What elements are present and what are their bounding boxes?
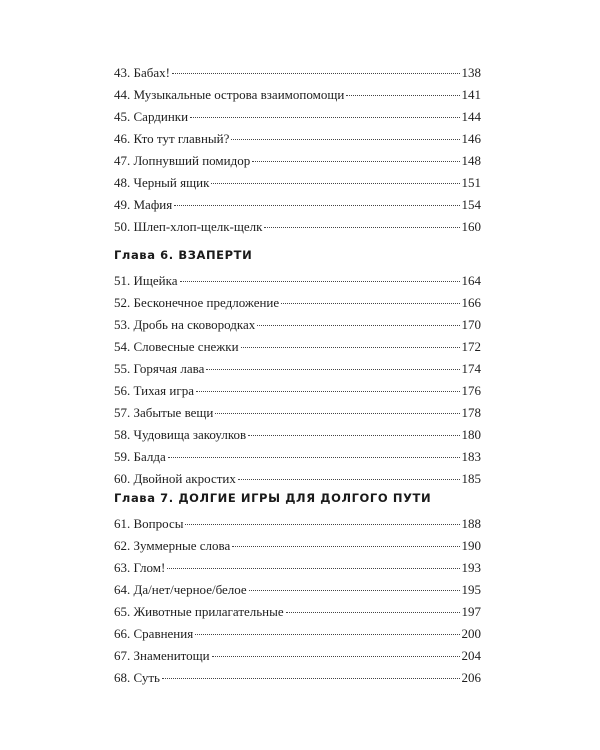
dot-leader bbox=[346, 94, 459, 96]
dot-leader bbox=[168, 456, 460, 458]
toc-entry bbox=[114, 645, 481, 667]
toc-entry-title: 62. Зуммерные слова bbox=[114, 538, 231, 553]
toc-entry-page-number: 138 bbox=[461, 65, 481, 80]
toc-entry-page-number: 160 bbox=[461, 219, 481, 234]
dot-leader bbox=[172, 72, 460, 74]
toc-entry-page-number: 188 bbox=[461, 516, 481, 531]
toc-entry-page-number: 185 bbox=[461, 471, 481, 486]
toc-entry-page-number: 204 bbox=[461, 648, 481, 663]
dot-leader bbox=[190, 116, 459, 118]
toc-entry-title: 53. Дробь на сковородках bbox=[114, 317, 256, 332]
toc-entry bbox=[114, 194, 481, 216]
toc-entry-page-number: 195 bbox=[461, 582, 481, 597]
toc-entry-page-number: 164 bbox=[461, 273, 481, 288]
toc-entry-title: 65. Животные прилагательные bbox=[114, 604, 284, 619]
dot-leader bbox=[252, 160, 459, 162]
toc-entry-title: 47. Лопнувший помидор bbox=[114, 153, 251, 168]
toc-entry-page-number: 146 bbox=[461, 131, 481, 146]
dot-leader bbox=[231, 138, 459, 140]
dot-leader bbox=[211, 182, 459, 184]
toc-entry-page-number: 170 bbox=[461, 317, 481, 332]
toc-entry-title: 66. Сравнения bbox=[114, 626, 194, 641]
dot-leader bbox=[180, 280, 460, 282]
toc-entry bbox=[114, 292, 481, 314]
toc-section-chapter-6 bbox=[114, 244, 481, 490]
toc-entry-page-number: 183 bbox=[461, 449, 481, 464]
toc-entry bbox=[114, 623, 481, 645]
toc-entry bbox=[114, 106, 481, 128]
toc-entry-title: 64. Да/нет/черное/белое bbox=[114, 582, 247, 597]
toc-entry-title: 52. Бесконечное предложение bbox=[114, 295, 280, 310]
dot-leader bbox=[196, 390, 460, 392]
toc-entry-page-number: 166 bbox=[461, 295, 481, 310]
toc-entry-page-number: 148 bbox=[461, 153, 481, 168]
toc-entry-title: 48. Черный ящик bbox=[114, 175, 210, 190]
toc-entry-page-number: 172 bbox=[461, 339, 481, 354]
dot-leader bbox=[162, 677, 460, 679]
toc-entry-page-number: 151 bbox=[461, 175, 481, 190]
toc-entry-title: 44. Музыкальные острова взаимопомощи bbox=[114, 87, 345, 102]
toc-entry-title: 57. Забытые вещи bbox=[114, 405, 214, 420]
toc-entry-title: 61. Вопросы bbox=[114, 516, 184, 531]
toc-entry bbox=[114, 150, 481, 172]
dot-leader bbox=[215, 412, 459, 414]
toc-entry-title: 50. Шлеп-хлоп-щелк-щелк bbox=[114, 219, 263, 234]
toc-entry-page-number: 176 bbox=[461, 383, 481, 398]
toc-entry bbox=[114, 535, 481, 557]
toc-entry-title: 59. Балда bbox=[114, 449, 166, 464]
toc-entry bbox=[114, 314, 481, 336]
chapter-heading: Глава 7. ДОЛГИЕ ИГРЫ ДЛЯ ДОЛГОГО ПУТИ bbox=[114, 491, 432, 505]
dot-leader bbox=[241, 346, 460, 348]
toc-section-chapter-7 bbox=[114, 487, 481, 689]
toc-entry-title: 49. Мафия bbox=[114, 197, 173, 212]
toc-entry bbox=[114, 402, 481, 424]
toc-entry-page-number: 174 bbox=[461, 361, 481, 376]
toc-entry-page-number: 197 bbox=[461, 604, 481, 619]
toc-entry bbox=[114, 579, 481, 601]
chapter-heading: Глава 6. ВЗАПЕРТИ bbox=[114, 248, 253, 262]
dot-leader bbox=[264, 226, 459, 228]
dot-leader bbox=[238, 478, 460, 480]
dot-leader bbox=[232, 545, 459, 547]
toc-entry bbox=[114, 601, 481, 623]
dot-leader bbox=[206, 368, 459, 370]
toc-entry bbox=[114, 62, 481, 84]
toc-entry-page-number: 190 bbox=[461, 538, 481, 553]
toc-entry-title: 60. Двойной акростих bbox=[114, 471, 236, 486]
toc-entry-title: 45. Сардинки bbox=[114, 109, 189, 124]
dot-leader bbox=[249, 589, 460, 591]
toc-entry-page-number: 193 bbox=[461, 560, 481, 575]
dot-leader bbox=[195, 633, 459, 635]
toc-entry bbox=[114, 557, 481, 579]
toc-entry-page-number: 180 bbox=[461, 427, 481, 442]
toc-entry-title: 63. Глом! bbox=[114, 560, 166, 575]
toc-entry-page-number: 144 bbox=[461, 109, 481, 124]
toc-entry-title: 67. Знаменитощи bbox=[114, 648, 210, 663]
toc-entry-title: 54. Словесные снежки bbox=[114, 339, 239, 354]
toc-entry bbox=[114, 513, 481, 535]
toc-entry-page-number: 154 bbox=[461, 197, 481, 212]
toc-entry-page-number: 178 bbox=[461, 405, 481, 420]
dot-leader bbox=[248, 434, 459, 436]
toc-entry-title: 56. Тихая игра bbox=[114, 383, 194, 398]
toc-entry bbox=[114, 358, 481, 380]
toc-entry-title: 51. Ищейка bbox=[114, 273, 178, 288]
toc-entry bbox=[114, 172, 481, 194]
dot-leader bbox=[286, 611, 460, 613]
toc-entry-page-number: 206 bbox=[461, 670, 481, 685]
dot-leader bbox=[212, 655, 460, 657]
toc-entry-page-number: 200 bbox=[461, 626, 481, 641]
toc-entry bbox=[114, 667, 481, 689]
toc-section-continued bbox=[114, 62, 481, 238]
toc-entry bbox=[114, 84, 481, 106]
toc-entry bbox=[114, 270, 481, 292]
toc-entry-title: 68. Суть bbox=[114, 670, 160, 685]
toc-entry-title: 46. Кто тут главный? bbox=[114, 131, 230, 146]
toc-entry bbox=[114, 216, 481, 238]
toc-entry-title: 55. Горячая лава bbox=[114, 361, 205, 376]
toc-entry bbox=[114, 446, 481, 468]
toc-entry-page-number: 141 bbox=[461, 87, 481, 102]
dot-leader bbox=[281, 302, 459, 304]
dot-leader bbox=[174, 204, 459, 206]
dot-leader bbox=[167, 567, 459, 569]
toc-entry bbox=[114, 128, 481, 150]
toc-entry bbox=[114, 336, 481, 358]
toc-entry bbox=[114, 424, 481, 446]
dot-leader bbox=[257, 324, 459, 326]
toc-entry-title: 43. Бабах! bbox=[114, 65, 170, 80]
dot-leader bbox=[185, 523, 459, 525]
toc-entry-title: 58. Чудовища закоулков bbox=[114, 427, 247, 442]
toc-entry bbox=[114, 380, 481, 402]
